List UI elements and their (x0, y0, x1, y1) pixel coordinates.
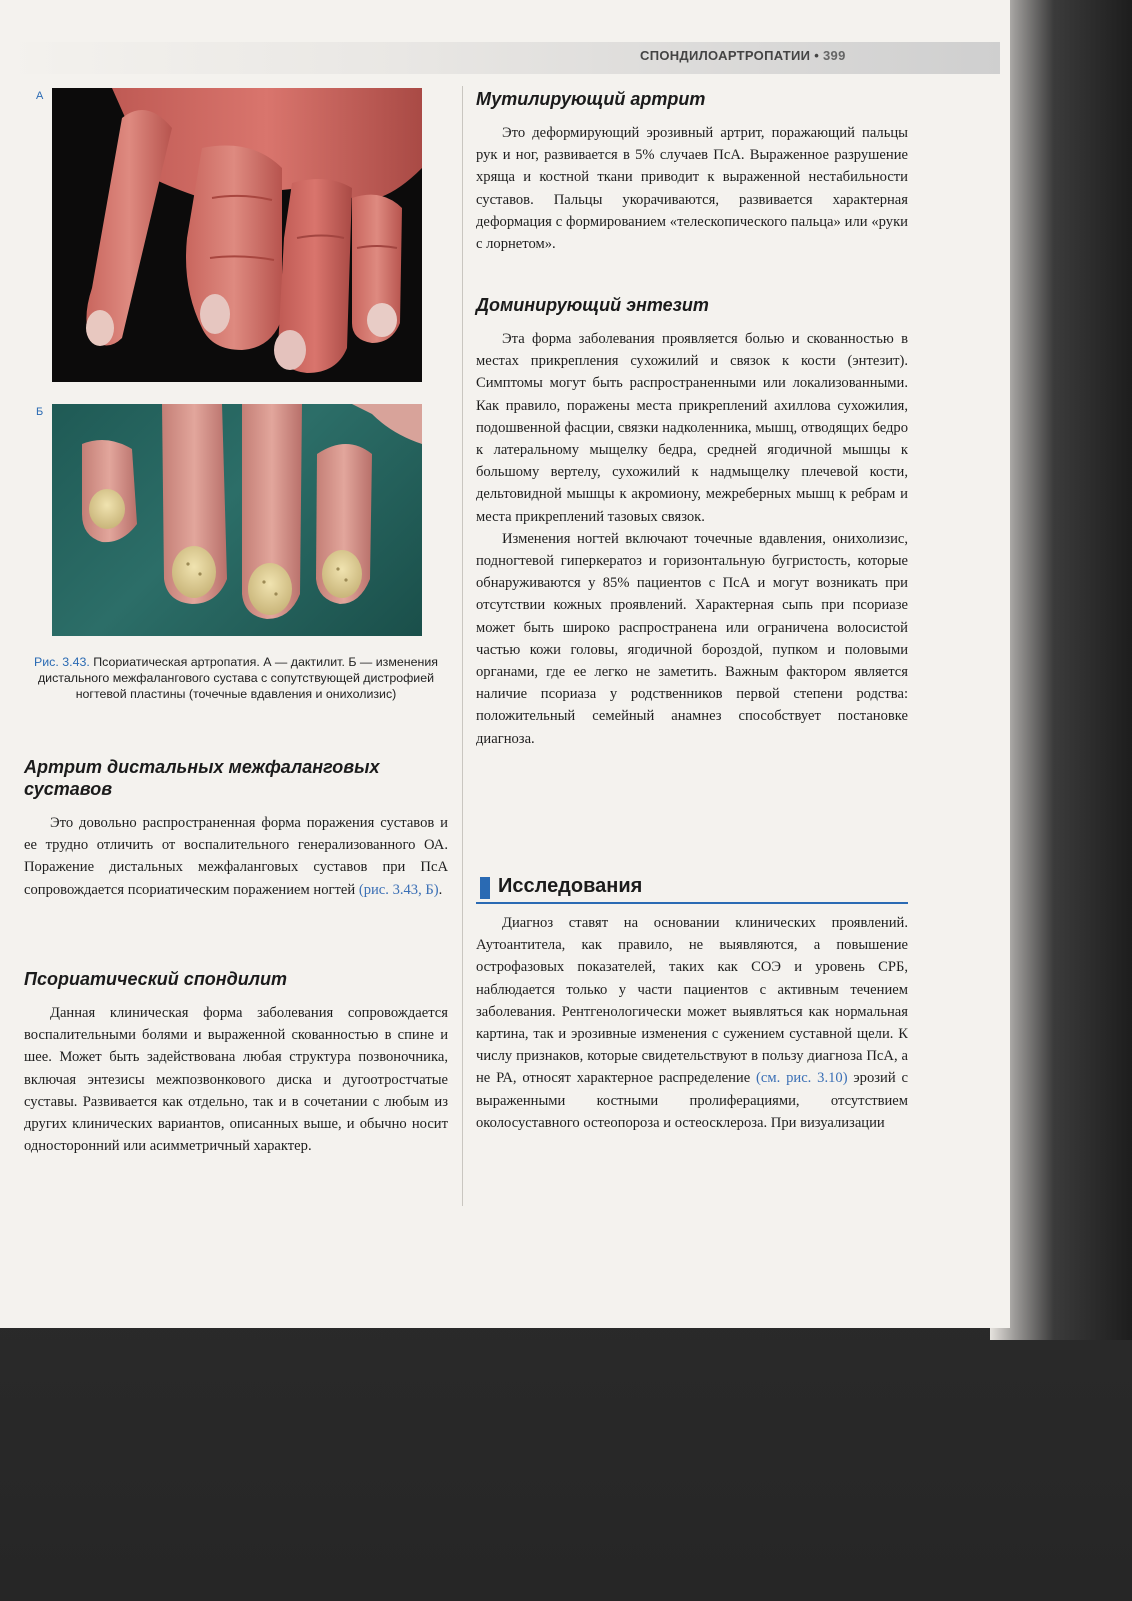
running-title: СПОНДИЛОАРТРОПАТИИ (640, 48, 811, 63)
page-number: 399 (823, 48, 846, 63)
heading-mutilating-arthritis: Мутилирующий артрит (476, 89, 706, 109)
running-separator: • (814, 48, 820, 63)
paragraph-investigations-text-b: эрозий с выраженными костными пролиферациями, отсутствием околосуставного остеопороза и остеосклероза. При визуализации (476, 1070, 908, 1131)
column-divider (462, 86, 463, 1206)
paragraph-dip-arthritis-text: Это довольно распространенная форма поражения суставов и ее трудно отличить от воспалительного генерализованного ОА. Поражение дистальных межфаланговых суставов при ПсА сопровождается псориатическим поражением ногтей (24, 815, 448, 898)
photo-dactylitis-hand (52, 88, 422, 382)
figure-reference-link[interactable]: (рис. 3.43, Б) (358, 881, 439, 898)
figure-caption-label: Рис. 3.43. (34, 655, 90, 669)
paragraph-nail-changes: Изменения ногтей включают точечные вдавления, онихолизис, подногтевой гиперкератоз и горизонтальную бугристость, которые обнаруживаются у 85% пациентов с ПсА и могут возникать при отсутствии кожных проявлений. Характерная сыпь при псориазе может быть широко распространена или ограничена волосистой частью кожи головы, ягодичной бороздой, пупком и половыми органами, где ее легко не заметить. Важным фактором является наличие псориаза у родственников первой степени родства: положительный семейный анамнез способствует постановке диагноза. (476, 530, 908, 747)
section-investigations (476, 912, 908, 1134)
panel-label-a: А (36, 90, 44, 102)
running-head (640, 48, 846, 63)
section-header-investigations (476, 874, 908, 904)
figure-3-10-reference-link[interactable]: (см. рис. 3.10) (756, 1070, 848, 1087)
page-gutter-shadow (990, 0, 1132, 1340)
heading-dominant-enthesitis: Доминирующий энтезит (476, 295, 709, 315)
paragraph-dip-arthritis (24, 812, 448, 901)
header-band (0, 42, 1000, 74)
panel-label-b: Б (36, 406, 44, 418)
paragraph-investigations (476, 912, 908, 1134)
paragraph-dip-arthritis-end: . (438, 881, 443, 898)
section-marker-block (480, 877, 490, 899)
photo-nail-dystrophy (52, 404, 422, 636)
heading-dip-arthritis: Артрит дистальных межфаланговых суставов (24, 757, 380, 799)
paragraph-investigations-text-a: Диагноз ставят на основании клинических проявлений. Аутоантитела, как правило, не выявляются, а повышение острофазовых показателей, таких как СОЭ и уровень СРБ, наблюдается только у части пациентов с активным течением заболевания. Рентгенологически может выявляться как нормальная картина, так и эрозивные изменения с сужением суставной щели. К числу признаков, которые свидетельствуют в пользу диагноза ПсА, а не РА, относят характерное распределение (476, 915, 908, 1087)
paragraph-enthesitis: Эта форма заболевания проявляется болью и скованностью в местах прикрепления сухожилий и связок к кости (энтезит). Симптомы могут быть распространенными или локализованными. Как правило, поражены места прикреплений ахиллова сухожилия, подошвенной фасции, связки надколенника, мышц, отводящих бедро к латеральному мыщелку бедра, средней ягодичной мышцы к большому вертелу, сухожилий к надмыщелку плечевой кости, дельтовидной мышцы к акромиону, межреберных мышц к ребрам и места прикреплений тазовых связок. (476, 331, 908, 525)
section-mutilating-arthritis (476, 88, 908, 255)
paragraph-mutilating-arthritis: Это деформирующий эрозивный артрит, поражающий пальцы рук и ног, развивается в 5% случаев ПсА. Выраженное разрушение хряща и костной ткани приводит к выраженной нестабильности суставов. Пальцы укорачиваются, развивается характерная деформация с формированием «телескопического пальца» или «руки с лорнетом». (476, 125, 908, 253)
section-dip-arthritis (24, 756, 448, 901)
section-psoriatic-spondylitis (24, 968, 448, 1157)
section-dominant-enthesitis (476, 294, 908, 750)
figure-caption (24, 654, 448, 702)
paragraph-psoriatic-spondylitis: Данная клиническая форма заболевания сопровождается воспалительными болями и выраженной скованностью в спине и шее. Может быть задействована любая структура позвоночника, включая энтезисы межпозвонкового диска и дугоотростчатые суставы. Развивается как отдельно, так и в сочетании с любым из других клинических вариантов, описанных выше, и обычно носит односторонний или асимметричный характер. (24, 1005, 448, 1155)
figure-caption-text: Псориатическая артропатия. А — дактилит. Б — изменения дистального межфалангового сустава с сопутствующей дистрофией ногтевой пластины (точечные вдавления и онихолизис) (37, 655, 438, 701)
heading-investigations: Исследования (498, 875, 643, 897)
heading-psoriatic-spondylitis: Псориатический спондилит (24, 969, 287, 989)
